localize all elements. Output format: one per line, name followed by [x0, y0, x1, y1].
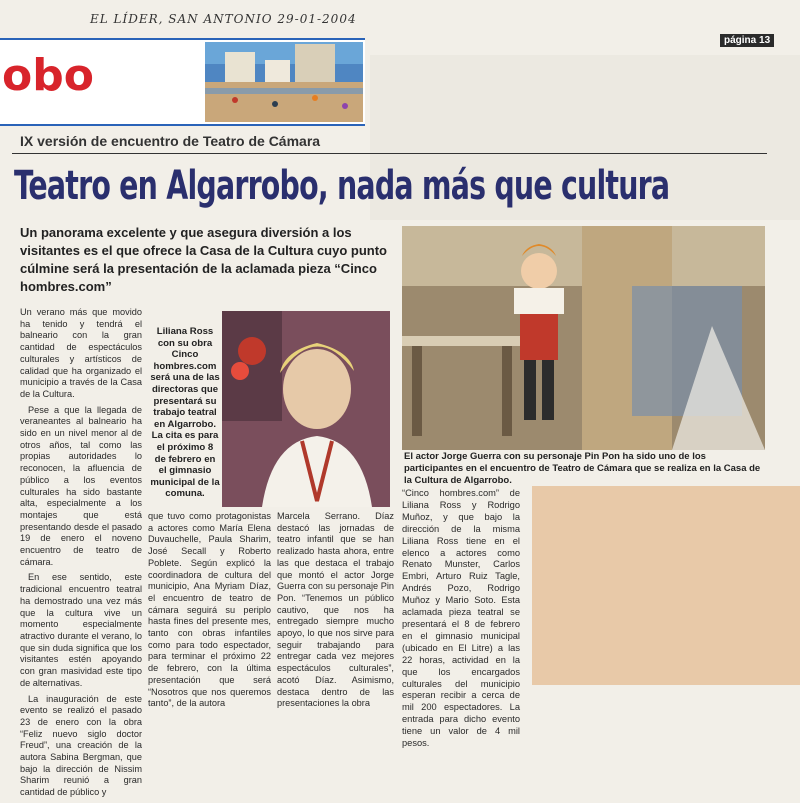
article-column-2	[148, 511, 271, 714]
page-label: página 13	[720, 34, 774, 47]
col1-paragraph: Un verano más que movido ha tenido y tendrá el balneario con la gran cantidad de espectáculos culturales y artísticos de calidad que ha organizado el municipio a través de la Casa de la Cultura.	[20, 307, 142, 399]
col1-paragraph: Pese a que la llegada de veraneantes al balneario ha sido en un nivel menor al de otros años, tal como las propias autoridades lo reconocen, la afluencia de público a los eventos culturales ha sido bastante alta, especialmente a los montajes que está presentando desde el pasado 19 de enero el noveno encuentro de teatro de cámara.	[20, 404, 142, 567]
handwritten-note: EL LÍDER, SAN ANTONIO 29-01-2004	[90, 12, 357, 26]
article-column-3	[277, 511, 394, 714]
beach-photo	[205, 42, 363, 122]
kicker: IX versión de encuentro de Teatro de Cámara	[20, 133, 321, 149]
photo2-caption: El actor Jorge Guerra con su personaje Pin Pon ha sido uno de los participantes en el encuentro de Teatro de Cámara que se realiza en la Casa de la Cultura de Algarrobo.	[404, 451, 761, 486]
section-masthead	[0, 38, 365, 126]
headline: Teatro en Algarrobo, nada más que cultura	[14, 163, 670, 209]
portrait-image	[222, 311, 390, 507]
beach-scene-image	[205, 42, 363, 122]
photo1-caption: Liliana Ross con su obra Cinco hombres.com será una de las directoras que presentará su trabajo teatral en Algarrobo. La cita es para el próximo 8 de febrero en el gimnasio municipal de la comuna.	[150, 326, 220, 500]
actor-image	[402, 226, 765, 450]
col2-text: que tuvo como protagonistas a actores como María Elena Duvauchelle, Paula Sharim, José Secall y Roberto Poblete. Según explicó la coordinadora de cultura del municipio, Ana Myriam Díaz, el encuentro de teatro de cámara seguirá su periplo hasta fines del presente mes, tanto con obras infantiles como para todo espectador, para terminar el próximo 22 de febrero, con la última presentación que será “Nosotros que nos queremos tanto”, de la autora	[148, 511, 271, 709]
col1-paragraph: La inauguración de este evento se realizó el pasado 23 de enero con la obra “Feliz nuevo siglo doctor Freud”, una creación de la autora Sabina Bergman, que bajo la dirección de Nissim Sharim reunió a gran cantidad de público y	[20, 693, 142, 798]
kicker-rule	[12, 153, 767, 154]
blank-area	[532, 486, 800, 685]
col1-paragraph: En ese sentido, este tradicional encuentro teatral ha demostrado una vez más que la cultura vive un momento especialmente atractivo durante el verano, lo que sin duda significa que los visitantes estén apoyando con gran masividad este tipo de alternativas.	[20, 572, 142, 688]
section-title: obo	[2, 50, 94, 101]
liliana-ross-photo	[222, 311, 390, 507]
lead-paragraph: Un panorama excelente y que asegura diversión a los visitantes es el que ofrece la Casa de la Cultura cuyo punto cúlmine será la presentación de la aclamada pieza “Cinco hombres.com”	[20, 225, 388, 294]
article-column-4	[402, 488, 520, 754]
col4-text: “Cinco hombres.com” de Liliana Ross y Rodrigo Muñoz, y que bajo la dirección de la misma Liliana Ross tiene en el elenco a actores como Renato Munster, Carlos Embri, Arturo Ruiz Tagle, Andrés Pozo, Rodrigo Muñoz y Mario Soto. Esta aclamada pieza teatral se presentará el 8 de febrero en el gimnasio municipal (ubicado en El Litre) a las 22 horas, actividad en la que los encargados culturales del municipio esperan recibir a cerca de mil 200 espectadores. La entrada para dicho evento tiene un valor de 4 mil pesos.	[402, 488, 520, 749]
col3-text: Marcela Serrano. Díaz destacó las jornadas de teatro infantil que se han realizado hasta ahora, entre las que destaca el trabajo que montó el actor Jorge Guerra con su personaje Pin Pon. “Tenemos un público cautivo, que nos ha entregado siempre mucho apoyo, lo que nos sirve para seguir trabajando para entregar cada vez mejores espectáculos culturales”, acotó Díaz. Asimismo, destaca dentro de las presentaciones la obra	[277, 511, 394, 709]
article-column-1	[20, 307, 142, 803]
pin-pon-photo	[402, 226, 765, 450]
